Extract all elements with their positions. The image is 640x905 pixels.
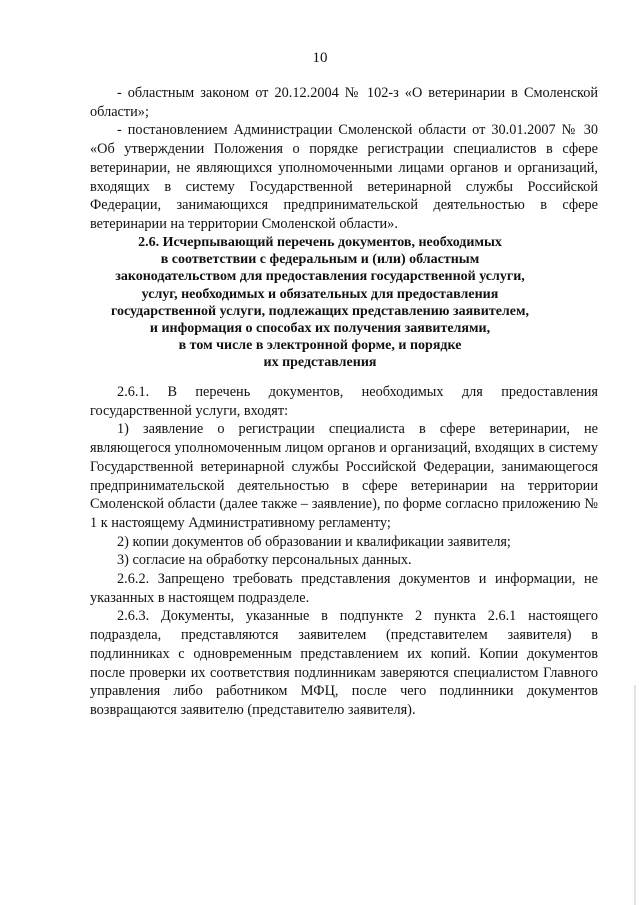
heading-line: в соответствии с федеральным и (или) областным — [160, 252, 480, 268]
list-item-application: 1) заявление о регистрации специалиста в сфере ветеринарии, не являющегося уполномоченным лицом органов и организаций, входящих в систему Государственной ветеринарной службы Российской Федерации, занимающегося предпринимательской деятельностью в сфере ветеринарии на территории Смоленской области (далее также – заявление), по форме согласно приложению № 1 к настоящему Административному регламенту; — [90, 421, 598, 531]
heading-line: 2.6. Исчерпывающий перечень документов, необходимых — [138, 235, 502, 250]
intro-section — [90, 84, 598, 234]
heading-line: законодательством для предоставления государственной услуги, — [115, 269, 525, 285]
list-item-education-copies: 2) копии документов об образовании и квалификации заявителя; — [117, 533, 511, 550]
heading-line: государственной услуги, подлежащих представлению заявителем, — [110, 303, 530, 319]
page-number: 10 — [312, 50, 328, 66]
clause-2-6-2: 2.6.2. Запрещено требовать представления документов и информации, не указанных в настоящем подразделе. — [90, 571, 598, 606]
heading-line: и информация о способах их получения заявителями, — [149, 321, 491, 337]
body-section — [90, 383, 598, 720]
section-heading — [0, 234, 640, 372]
list-item-consent: 3) согласие на обработку персональных данных. — [117, 552, 412, 569]
heading-line: их представления — [263, 355, 377, 371]
legal-basis-item: - областным законом от 20.12.2004 № 102-з «О ветеринарии в Смоленской области»; — [90, 85, 598, 120]
clause-2-6-3: 2.6.3. Документы, указанные в подпункте 2 пункта 2.6.1 настоящего подраздела, представляются заявителем (представителем заявителя) в подлинниках с одновременным представлением их копий. Копии документов после проверки их соответствия подлинникам заверяются специалистом Главного управления либо работником МФЦ, после чего подлинники документов возвращаются заявителю (представителю заявителя). — [90, 608, 598, 718]
heading-line: услуг, необходимых и обязательных для предоставления — [141, 286, 499, 302]
heading-line: в том числе в электронной форме, и порядке — [178, 338, 462, 354]
legal-basis-item: - постановлением Администрации Смоленской области от 30.01.2007 № 30 «Об утверждении Положения о порядке регистрации специалистов в сфере ветеринарии, не являющихся уполномоченными лицами органов и организаций, входящих в систему Государственной ветеринарной службы Российской Федерации, занимающихся предпринимательской деятельностью в сфере ветеринарии на территории Смоленской области». — [90, 122, 598, 232]
scan-edge-shadow — [634, 685, 636, 905]
clause-2-6-1: 2.6.1. В перечень документов, необходимых для предоставления государственной услуги, входят: — [90, 384, 598, 419]
